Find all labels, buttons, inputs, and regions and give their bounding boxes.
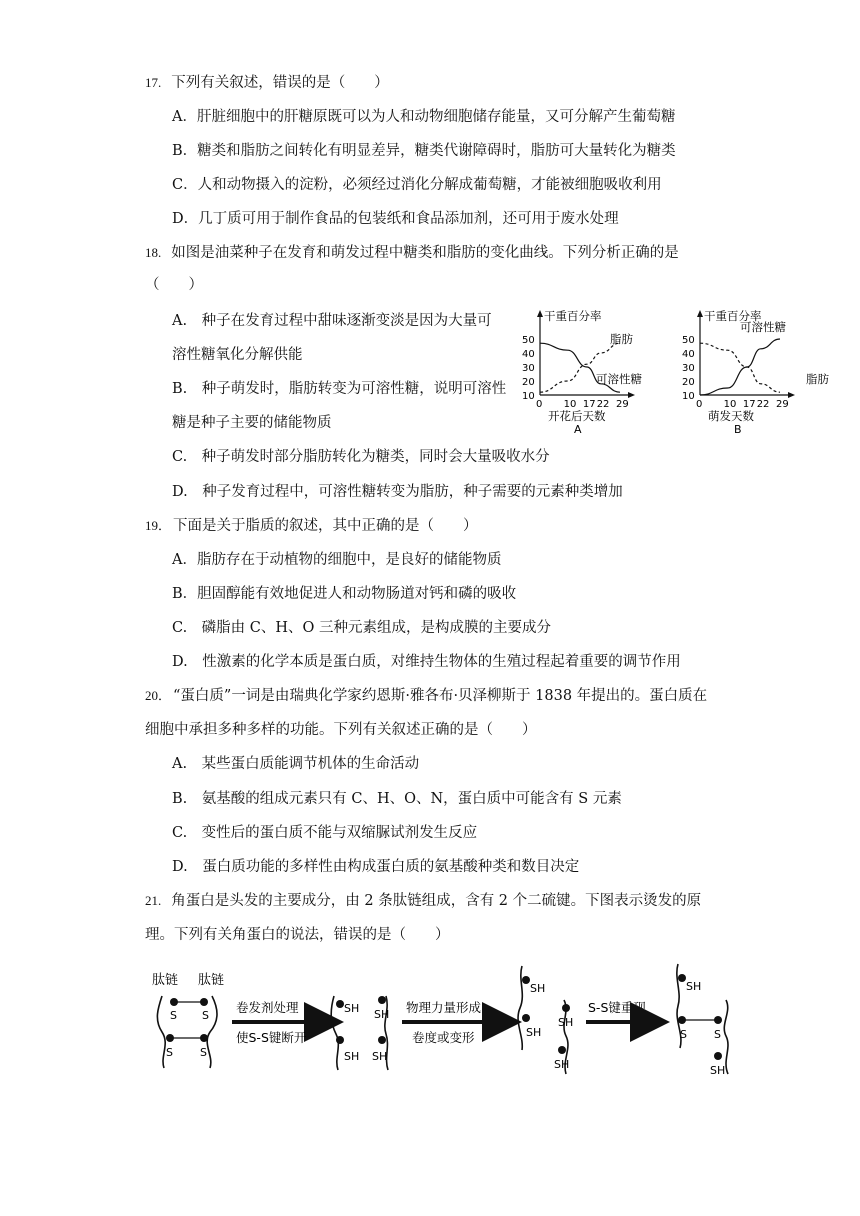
q17-option-a: A．肝脏细胞中的肝糖原既可以为人和动物细胞储存能量，又可分解产生葡萄糖 <box>172 109 676 125</box>
q18-stem: 18. 如图是油菜种子在发育和萌发过程中糖类和脂肪的变化曲线。下列分析正确的是 <box>145 245 679 261</box>
x-axis-label: 开花后天数 <box>548 409 606 423</box>
q18-option-b-cont: 糖是种子主要的储能物质 <box>172 415 332 431</box>
q17-stem: 17. 下列有关叙述，错误的是（ ） <box>145 75 389 91</box>
q19-number: 19． <box>145 518 172 533</box>
chain-1-stage1 <box>157 996 165 1068</box>
svg-text:S: S <box>166 1046 173 1059</box>
q20-option-b: B. 氨基酸的组成元素只有 C、H、O、N，蛋白质中可能含有 S 元素 <box>172 791 622 807</box>
svg-text:SH: SH <box>372 1050 388 1063</box>
q18-option-a-cont: 溶性糖氧化分解供能 <box>172 347 303 363</box>
x-tick-label: 22 <box>596 399 610 410</box>
x-axis-arrow <box>788 392 795 398</box>
x-tick-label: 17 <box>742 399 756 410</box>
y-tick-label: 40 <box>682 349 695 360</box>
series-label-2: 脂肪 <box>806 372 829 386</box>
step3-label: S-S键重现 <box>588 1000 646 1015</box>
svg-text:S: S <box>680 1028 687 1041</box>
q17-option-d: D．几丁质可用于制作食品的包装纸和食品添加剂，还可用于废水处理 <box>172 211 619 227</box>
series-label-1: 脂肪 <box>610 332 633 346</box>
q21-stem: 21. 角蛋白是头发的主要成分，由 2 条肽链组成，含有 2 个二硫键。下图表示烫发的原 <box>145 893 702 909</box>
svg-text:SH: SH <box>554 1058 570 1071</box>
q17-option-b: B．糖类和脂肪之间转化有明显差异，糖类代谢障碍时，脂肪可大量转化为糖类 <box>172 143 676 159</box>
y-tick-label: 40 <box>522 349 535 360</box>
q18-charts <box>520 305 840 435</box>
q18-option-d: D. 种子发育过程中，可溶性糖转变为脂肪，种子需要的元素种类增加 <box>172 484 623 500</box>
series-line-2 <box>700 343 780 392</box>
chart-caption: B <box>734 423 742 435</box>
y-tick-label: 30 <box>682 363 695 374</box>
q20-stem-cont: 细胞中承担多种多样的功能。下列有关叙述正确的是（ ） <box>145 722 537 738</box>
q20-number: 20． <box>145 688 172 703</box>
chain-label-1: 肽链 <box>152 973 179 988</box>
x-axis-arrow <box>628 392 635 398</box>
q21-number: 21. <box>145 893 162 908</box>
q20-option-a: A. 某些蛋白质能调节机体的生命活动 <box>172 756 420 772</box>
svg-text:SH: SH <box>558 1016 574 1029</box>
svg-text:S: S <box>714 1028 721 1041</box>
y-tick-label: 10 <box>522 391 535 402</box>
q17-option-c: C．人和动物摄入的淀粉，必须经过消化分解成葡萄糖，才能被细胞吸收利用 <box>172 177 662 193</box>
chart-b <box>682 309 829 435</box>
step1-label-bottom: 使S-S键断开 <box>236 1030 307 1045</box>
y-tick-label: 30 <box>522 363 535 374</box>
q19-option-a: A．脂肪存在于动植物的细胞中，是良好的储能物质 <box>172 552 502 568</box>
q18-option-b: B. 种子萌发时，脂肪转变为可溶性糖，说明可溶性 <box>172 381 507 397</box>
q18-number: 18. <box>145 245 162 260</box>
svg-text:S: S <box>200 1046 207 1059</box>
svg-text:SH: SH <box>530 982 546 995</box>
q19-option-d: D. 性激素的化学本质是蛋白质，对维持生物体的生殖过程起着重要的调节作用 <box>172 654 681 670</box>
y-axis-arrow <box>537 310 543 317</box>
y-tick-label: 10 <box>682 391 695 402</box>
x-axis-label: 萌发天数 <box>708 409 754 423</box>
q21-stem-cont: 理。下列有关角蛋白的说法，错误的是（ ） <box>145 927 450 943</box>
x-tick-label: 29 <box>616 399 629 410</box>
chart-a <box>522 309 642 435</box>
q19-option-c: C. 磷脂由 C、H、O 三种元素组成，是构成膜的主要成分 <box>172 620 552 636</box>
svg-text:S: S <box>170 1009 177 1022</box>
x-tick-label: 0 <box>696 399 703 410</box>
x-tick-label: 10 <box>563 399 577 410</box>
y-tick-label: 50 <box>522 335 535 346</box>
q18-option-a: A. 种子在发育过程中甜味逐渐变淡是因为大量可 <box>172 313 492 329</box>
series-line-1 <box>700 339 780 395</box>
chart-caption: A <box>574 423 582 435</box>
chain-label-2: 肽链 <box>198 973 225 988</box>
step2-label-top: 物理力量形成 <box>406 1000 482 1015</box>
perm-diagram <box>140 960 760 1080</box>
q18-option-c: C. 种子萌发时部分脂肪转化为糖类，同时会大量吸收水分 <box>172 449 550 465</box>
svg-text:SH: SH <box>374 1008 390 1021</box>
x-tick-label: 29 <box>776 399 789 410</box>
series-label-1: 可溶性糖 <box>740 320 786 334</box>
svg-text:SH: SH <box>686 980 702 993</box>
x-tick-label: 17 <box>582 399 596 410</box>
y-axis-label: 干重百分率 <box>544 309 602 323</box>
y-axis-label: 干重百分率 <box>704 309 762 323</box>
q20-option-d: D. 蛋白质功能的多样性由构成蛋白质的氨基酸种类和数目决定 <box>172 859 580 875</box>
q20-option-c: C. 变性后的蛋白质不能与双缩脲试剂发生反应 <box>172 825 478 841</box>
svg-text:SH: SH <box>344 1002 360 1015</box>
y-axis-arrow <box>697 310 703 317</box>
y-tick-label: 50 <box>682 335 695 346</box>
y-tick-label: 20 <box>522 377 535 388</box>
q19-option-b: B．胆固醇能有效地促进人和动物肠道对钙和磷的吸收 <box>172 586 517 602</box>
svg-text:SH: SH <box>710 1064 726 1077</box>
svg-text:SH: SH <box>344 1050 360 1063</box>
chain-2-stage1 <box>207 996 217 1068</box>
x-tick-label: 10 <box>723 399 737 410</box>
step1-label-top: 卷发剂处理 <box>236 1000 299 1015</box>
step2-label-bottom: 卷度或变形 <box>412 1030 475 1045</box>
q17-number: 17. <box>145 75 162 90</box>
q19-stem: 19． 下面是关于脂质的叙述，其中正确的是（ ） <box>145 518 478 534</box>
q18-stem-cont: （ ） <box>145 277 203 293</box>
svg-text:S: S <box>202 1009 209 1022</box>
svg-text:SH: SH <box>526 1026 542 1039</box>
x-tick-label: 22 <box>756 399 770 410</box>
series-label-2: 可溶性糖 <box>596 372 642 386</box>
q20-stem: 20． “蛋白质”一词是由瑞典化学家约恩斯·雅各布·贝泽柳斯于 1838 年提出的。蛋白质在 <box>145 688 708 704</box>
y-tick-label: 20 <box>682 377 695 388</box>
x-tick-label: 0 <box>536 399 543 410</box>
